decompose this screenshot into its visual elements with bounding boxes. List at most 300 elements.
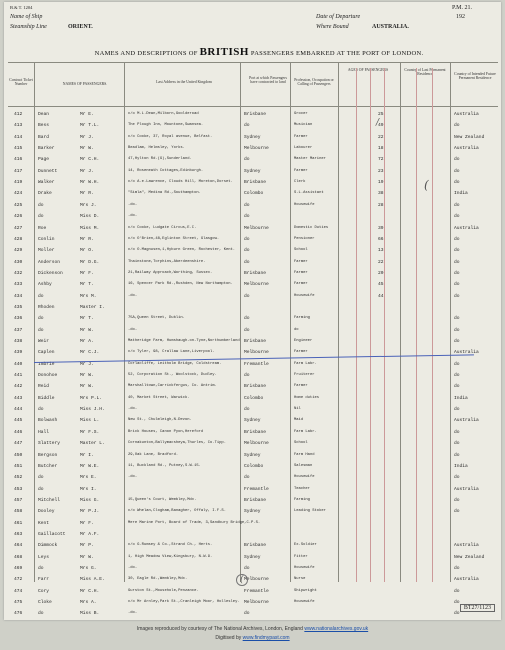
table-row (4, 530, 501, 541)
cell-no: 451 (14, 463, 23, 469)
cell-future: do (454, 452, 460, 458)
table-row (4, 564, 501, 575)
table-row (4, 462, 501, 473)
cell-given: Miss A.E. (80, 577, 105, 583)
cell-surname: Rhoden (38, 304, 55, 310)
cell-surname: Leys (38, 554, 50, 560)
cell-surname: Ashby (38, 282, 52, 288)
table-row (4, 405, 501, 416)
header-future-residence: Country of Intended Future Permanent Residence (454, 72, 496, 81)
cell-occupation: Grocer (294, 112, 308, 116)
cell-surname: Walker (38, 180, 55, 186)
cell-address: 21,Railway Approach,Worthing, Sussex. (128, 270, 213, 275)
cell-address: Beadlam, Helmsley, Yorks. (128, 146, 185, 151)
table-row (4, 314, 501, 325)
cell-no: 463 (14, 531, 23, 537)
cell-given: Mr J. (80, 361, 94, 367)
table-row (4, 337, 501, 348)
cell-no: 430 (14, 259, 23, 265)
cell-no: 432 (14, 270, 23, 276)
cell-surname: Dooley (38, 509, 55, 515)
cell-given: Mr C.H. (80, 157, 100, 163)
cell-future: do (454, 157, 460, 163)
cell-port: Fremantle (244, 588, 269, 594)
cell-future: do (454, 600, 460, 606)
cell-port: Melbourne (244, 441, 269, 447)
cell-surname: Anderson (38, 259, 61, 265)
cell-no: 475 (14, 600, 23, 606)
cell-given: Mrs I. (80, 486, 97, 492)
cell-no: 437 (14, 327, 23, 333)
cell-occupation: Shipwright (294, 588, 317, 593)
cell-no: 458 (14, 509, 23, 515)
cell-occupation: Musician (294, 123, 313, 128)
cell-occupation: Farmer (294, 270, 308, 275)
cell-surname: Bess (38, 123, 50, 129)
table-row (4, 110, 501, 121)
cell-age: 22 (378, 259, 384, 265)
cell-surname: Dunnett (38, 168, 58, 174)
cell-future: New Zealand (454, 554, 485, 560)
cell-occupation: Nurse (294, 577, 306, 582)
cell-future: do (454, 293, 460, 299)
cell-future: Australia (454, 225, 479, 231)
cell-given: Master I. (80, 304, 105, 310)
cell-occupation: Fruiterer (294, 373, 315, 378)
cell-given: Mr W. (80, 554, 94, 560)
cell-occupation: Pensioner (294, 236, 315, 241)
cell-age: 23 (378, 168, 384, 174)
cell-occupation: Farming (294, 316, 310, 321)
cell-port: Brisbane (244, 270, 267, 276)
cell-given: Mrs A. (80, 600, 97, 606)
cell-port: do (244, 566, 250, 571)
cell-address: Brick Houses, Canon Pyon,Hereford (128, 429, 204, 434)
cell-occupation: Housewife (294, 566, 315, 570)
header-residence: Country of Last Permanent Residence (404, 68, 446, 77)
cell-port: do (244, 293, 250, 299)
cell-address: Corlacliffe, Leitholm Bridge, Coldstream. (128, 361, 222, 366)
table-row (4, 269, 501, 280)
cell-future: do (454, 611, 460, 617)
cell-given: Mr W. (80, 146, 94, 152)
cell-address: 29,Oak Lane, Bradford. (128, 452, 179, 457)
cell-surname: Dean (38, 112, 50, 117)
departure-label: Date of Departure (316, 14, 361, 20)
table-row (4, 326, 501, 337)
cell-surname: Cory (38, 588, 50, 594)
cell-age: 19 (378, 180, 384, 186)
cell-no: 444 (14, 407, 23, 413)
cell-occupation: Salesman (294, 463, 313, 468)
page-stamp: BT27/1123 (460, 604, 495, 612)
cell-no: 442 (14, 384, 23, 390)
table-row (4, 167, 501, 178)
table-row (4, 280, 501, 291)
cell-age: 25 (378, 112, 384, 117)
cell-future: India (454, 395, 468, 401)
cell-no: 427 (14, 225, 23, 231)
cell-port: Melbourne (244, 282, 269, 288)
table-row (4, 144, 501, 155)
cell-given: Mr E. (80, 112, 94, 117)
cell-address: c/o Cooke, Ludgate Circus,E.C. (128, 225, 197, 230)
departure-year: 192 (456, 14, 465, 20)
cell-given: Mr R. (80, 191, 94, 197)
cell-given: Mr W.H. (80, 180, 100, 186)
cell-port: Brisbane (244, 180, 267, 186)
cell-surname: do (38, 316, 44, 322)
cell-no: 433 (14, 282, 23, 288)
cell-no: 439 (14, 350, 23, 356)
cell-address: -do- (128, 202, 138, 207)
cell-port: do (244, 248, 250, 254)
cell-surname: do (38, 566, 44, 571)
cell-future: Australia (454, 418, 479, 424)
cell-occupation: Fitter (294, 554, 308, 559)
archive-credit (0, 626, 505, 632)
table-row (4, 394, 501, 405)
cell-occupation: Nil (294, 407, 301, 412)
cell-future: do (454, 339, 460, 344)
cell-given: Mr J. (80, 134, 94, 140)
cell-occupation: Domestic Duties (294, 225, 329, 230)
cell-port: Brisbane (244, 497, 267, 503)
cell-surname: Biddle (38, 395, 55, 401)
cell-no: 469 (14, 566, 23, 571)
cell-given: Mrs E. (80, 475, 97, 481)
table-row (4, 371, 501, 382)
cell-future: do (454, 180, 460, 186)
header-top-rule (8, 62, 498, 63)
cell-future: Australia (454, 577, 479, 583)
cell-surname: Donohoe (38, 373, 58, 379)
cell-age: 45 (378, 282, 384, 288)
cell-future: do (454, 214, 460, 220)
table-row (4, 121, 501, 132)
cell-surname: do (38, 293, 44, 299)
cell-age: 18 (378, 146, 384, 152)
cell-surname: Bergson (38, 452, 58, 458)
header-port: Port at which Passengers have contracted to land (249, 76, 287, 85)
cell-no: 472 (14, 577, 23, 583)
table-row (4, 496, 501, 507)
cell-surname: Dimmock (38, 543, 58, 549)
cell-occupation: Farmer (294, 350, 308, 355)
table-row (4, 485, 501, 496)
cell-surname: Imbrie (38, 361, 55, 367)
cell-occupation: do (294, 327, 299, 332)
cell-address: c/o Whelan,Clogham,Banagher, Offaly, I.F.S. (128, 509, 226, 514)
cell-no: 413 (14, 123, 23, 129)
cell-given: Miss L. (80, 418, 100, 424)
cell-future: do (454, 475, 460, 481)
table-row (4, 246, 501, 257)
cell-occupation: Farm Labr. (294, 429, 317, 434)
cell-given: Mr R. (80, 236, 94, 242)
cell-given: Mr F. (80, 520, 94, 526)
cell-no: 443 (14, 395, 23, 401)
cell-address: 40, Market Street, Warwick. (128, 395, 190, 400)
cell-given: Mr I. (80, 452, 94, 458)
cell-given: Mrs P.L. (80, 395, 103, 401)
cell-no: 441 (14, 373, 23, 379)
cell-age: 28 (378, 202, 384, 208)
title-pre: NAMES AND DESCRIPTIONS OF (94, 50, 198, 57)
cell-surname: Slattery (38, 441, 61, 447)
cell-occupation: Leading Stoker (294, 509, 326, 514)
cell-given: Mr W. (80, 373, 94, 379)
cell-port: Melbourne (244, 600, 269, 606)
table-row (4, 598, 501, 609)
cell-age: 72 (378, 157, 384, 163)
cell-address: Cornakunton,Ballymacsheya,Thurles, Co.Tipp. (128, 441, 226, 446)
cell-future: do (454, 123, 460, 129)
cell-surname: Barker (38, 146, 55, 152)
cell-port: do (244, 259, 250, 265)
cell-given: Mr C.H. (80, 588, 100, 594)
cell-future: do (454, 509, 460, 515)
cell-port: do (244, 475, 250, 481)
cell-age: 22 (378, 134, 384, 140)
cell-port: Melbourne (244, 146, 269, 152)
cell-given: Mrs G. (80, 566, 97, 571)
cell-future: India (454, 463, 468, 469)
cell-occupation: S.L.Assistant (294, 191, 324, 196)
cell-given: Miss D. (80, 214, 100, 220)
cell-occupation: Housewife (294, 202, 315, 207)
cell-port: Melbourne (244, 577, 269, 583)
cell-surname: Bolwash (38, 418, 58, 424)
cell-port: do (244, 407, 250, 413)
cell-no: 435 (14, 304, 23, 310)
cell-surname: Cloke (38, 600, 52, 606)
cell-address: -do- (128, 214, 138, 219)
header-ages: AGES OF PASSENGERS (347, 68, 389, 72)
cell-future: do (454, 236, 460, 242)
header-contract-ticket: Contract Ticket Number (9, 78, 33, 87)
cell-port: do (244, 202, 250, 208)
cell-future: do (454, 373, 460, 379)
title-post: PASSENGERS EMBARKED AT THE PORT OF LONDON. (250, 50, 424, 57)
table-row (4, 212, 501, 223)
cell-address: 14, Roseneath Cottages,Edinburgh. (128, 168, 204, 173)
cell-port: Colombo (244, 463, 264, 469)
cell-port: Brisbane (244, 384, 267, 390)
cell-no: 461 (14, 520, 23, 526)
cell-future: Australia (454, 543, 479, 549)
pencil-mark: / (376, 118, 380, 128)
cell-occupation: Farmer (294, 259, 308, 264)
header-last-address: Last Address in the United Kingdom (156, 80, 212, 84)
cell-no: 457 (14, 497, 23, 503)
cell-surname: do (38, 214, 44, 220)
cell-surname: Farr (38, 577, 50, 583)
cell-surname: Caplen (38, 350, 55, 356)
cell-age: 39 (378, 225, 384, 231)
title-british: BRITISH (199, 46, 249, 58)
cell-no: 436 (14, 316, 23, 322)
cell-surname: Mitchell (38, 497, 61, 503)
cell-future: do (454, 316, 460, 322)
cell-surname: Roe (38, 225, 47, 231)
table-row (4, 609, 501, 620)
cell-port: Sydney (244, 418, 261, 424)
cell-future: do (454, 248, 460, 254)
cell-port: Brisbane (244, 112, 267, 117)
cell-occupation: Maid (294, 418, 304, 423)
cell-surname: Hall (38, 429, 50, 435)
cell-surname: do (38, 475, 44, 481)
cell-future: do (454, 270, 460, 276)
cell-occupation: Master Mariner (294, 157, 326, 162)
cell-occupation: Ex.Soldier (294, 543, 317, 548)
cell-future: do (454, 384, 460, 390)
cell-port: Sydney (244, 509, 261, 515)
cell-occupation: Housewife (294, 293, 315, 298)
cell-no: 417 (14, 168, 23, 174)
cell-given: Mr T. (80, 282, 94, 288)
cell-occupation: Labourer (294, 146, 313, 151)
cell-address: 75A,Queen Street, Dublin. (128, 316, 185, 321)
cell-future: New Zealand (454, 134, 485, 140)
cell-given: Mrs J. (80, 202, 97, 208)
cell-given: Mr W. (80, 327, 94, 333)
cell-port: do (244, 236, 250, 242)
cell-occupation: Clerk (294, 180, 306, 185)
ship-name-label: Name of Ship (10, 14, 43, 20)
table-row (4, 507, 501, 518)
cell-future: Australia (454, 486, 479, 492)
table-row (4, 439, 501, 450)
page-title (34, 46, 484, 58)
table-row (4, 519, 501, 530)
cell-address: c/o M.L.Dean,Milborn,Goolderoad (128, 112, 199, 116)
cell-future: do (454, 202, 460, 208)
cell-future: do (454, 497, 460, 503)
cell-future: do (454, 259, 460, 265)
cell-address: c/o Mr Arnley,Park St.,Cranleigh Moor, Hollesley. (128, 600, 240, 605)
cell-surname: Drake (38, 191, 52, 197)
table-row (4, 416, 501, 427)
cell-surname: do (38, 202, 44, 208)
table-row (4, 541, 501, 552)
cell-no: 424 (14, 191, 23, 197)
table-row (4, 553, 501, 564)
cell-no: 446 (14, 429, 23, 435)
cell-no: 453 (14, 486, 23, 492)
cell-future: do (454, 566, 460, 571)
cell-no: 445 (14, 418, 23, 424)
cell-no: 416 (14, 157, 23, 163)
cell-address: -do- (128, 611, 138, 616)
table-row (4, 382, 501, 393)
cell-port: do (244, 327, 250, 333)
cell-given: Mr C.J. (80, 350, 100, 356)
cell-port: do (244, 611, 250, 617)
cell-port: do (244, 157, 250, 163)
cell-future: Australia (454, 350, 479, 356)
cell-address: c/o G.Rumsey & Co.,Strand Ch., Herts. (128, 543, 213, 548)
cell-port: Melbourne (244, 225, 269, 231)
cell-surname: do (38, 611, 44, 617)
cell-age: 38 (378, 191, 384, 197)
table-row (4, 155, 501, 166)
cell-occupation: Farm Hand (294, 452, 315, 457)
cell-port: Colombo (244, 191, 264, 197)
cell-given: Mr F.S. (80, 429, 100, 435)
cell-address: Matheridge Farm, Humshaugh-on-Tyne,Northumberland (128, 339, 240, 343)
header-names: NAMES OF PASSENGERS. (62, 82, 108, 86)
cell-port: Melbourne (244, 350, 269, 356)
national-archives-link[interactable]: www.nationalarchives.gov.uk (304, 626, 369, 632)
findmypast-link[interactable]: www.findmypast.com (242, 635, 290, 641)
cell-port: Sydney (244, 134, 261, 140)
cell-address: -do- (128, 566, 138, 570)
cell-surname: do (38, 327, 44, 333)
cell-occupation: Farmer (294, 134, 308, 139)
cell-port: Fremantle (244, 361, 269, 367)
cell-address: c/o Tyler, 98, Crallaw Lane,Liverpool. (128, 350, 215, 355)
passenger-list-sheet (4, 2, 501, 620)
cell-no: 474 (14, 588, 23, 594)
cell-surname: Moller (38, 248, 55, 254)
cell-no: 476 (14, 611, 23, 617)
cell-given: Master L. (80, 441, 105, 447)
table-row (4, 303, 501, 314)
cell-address: 16, Spencer Park Rd.,Rushden, New Northampton. (128, 282, 233, 287)
where-bound-value: AUSTRALIA. (372, 24, 409, 30)
cell-given: Mr J. (80, 168, 94, 174)
cell-no: 419 (14, 180, 23, 186)
cell-future: do (454, 588, 460, 594)
table-row (4, 575, 501, 586)
cell-no: 464 (14, 543, 23, 549)
cell-age: 44 (378, 293, 384, 299)
cell-occupation: Home duties (294, 395, 320, 400)
form-number: P.M. 21. (452, 5, 473, 11)
cell-port: Sydney (244, 554, 261, 560)
cell-address: "Simla", Medina Rd.,Southampton. (128, 191, 201, 196)
pencil-circle: ( (236, 574, 248, 586)
cell-surname: Reid (38, 384, 50, 390)
cell-address: New St., Chulmleigh,N.Devon. (128, 418, 192, 423)
cell-given: Mr T.L. (80, 123, 100, 129)
cell-occupation: School (294, 441, 308, 446)
cell-no: 438 (14, 339, 23, 344)
cell-age: 66 (378, 236, 384, 242)
cell-given: Mr O. (80, 248, 94, 254)
form-code: B.& T. 1204 (10, 5, 33, 10)
cell-surname: Butcher (38, 463, 58, 469)
cell-future: do (454, 168, 460, 174)
cell-surname: do (38, 486, 44, 492)
cell-no: 425 (14, 202, 23, 208)
cell-occupation: School (294, 248, 308, 253)
cell-given: Mr W. (80, 384, 94, 390)
cell-no: 440 (14, 361, 23, 367)
cell-surname: Kent (38, 520, 50, 526)
cell-future: do (454, 441, 460, 447)
cell-future: do (454, 282, 460, 288)
cell-given: Miss B. (80, 611, 100, 617)
cell-address: -do- (128, 327, 138, 332)
cell-occupation: Engineer (294, 339, 313, 343)
cell-address: c/o O'Brien,48,Eglinton Street, Glasgow. (128, 236, 220, 241)
header-bottom-rule (8, 106, 498, 107)
cell-address: Gurston St.,Mousehole,Penzance. (128, 588, 199, 593)
cell-no: 450 (14, 452, 23, 458)
